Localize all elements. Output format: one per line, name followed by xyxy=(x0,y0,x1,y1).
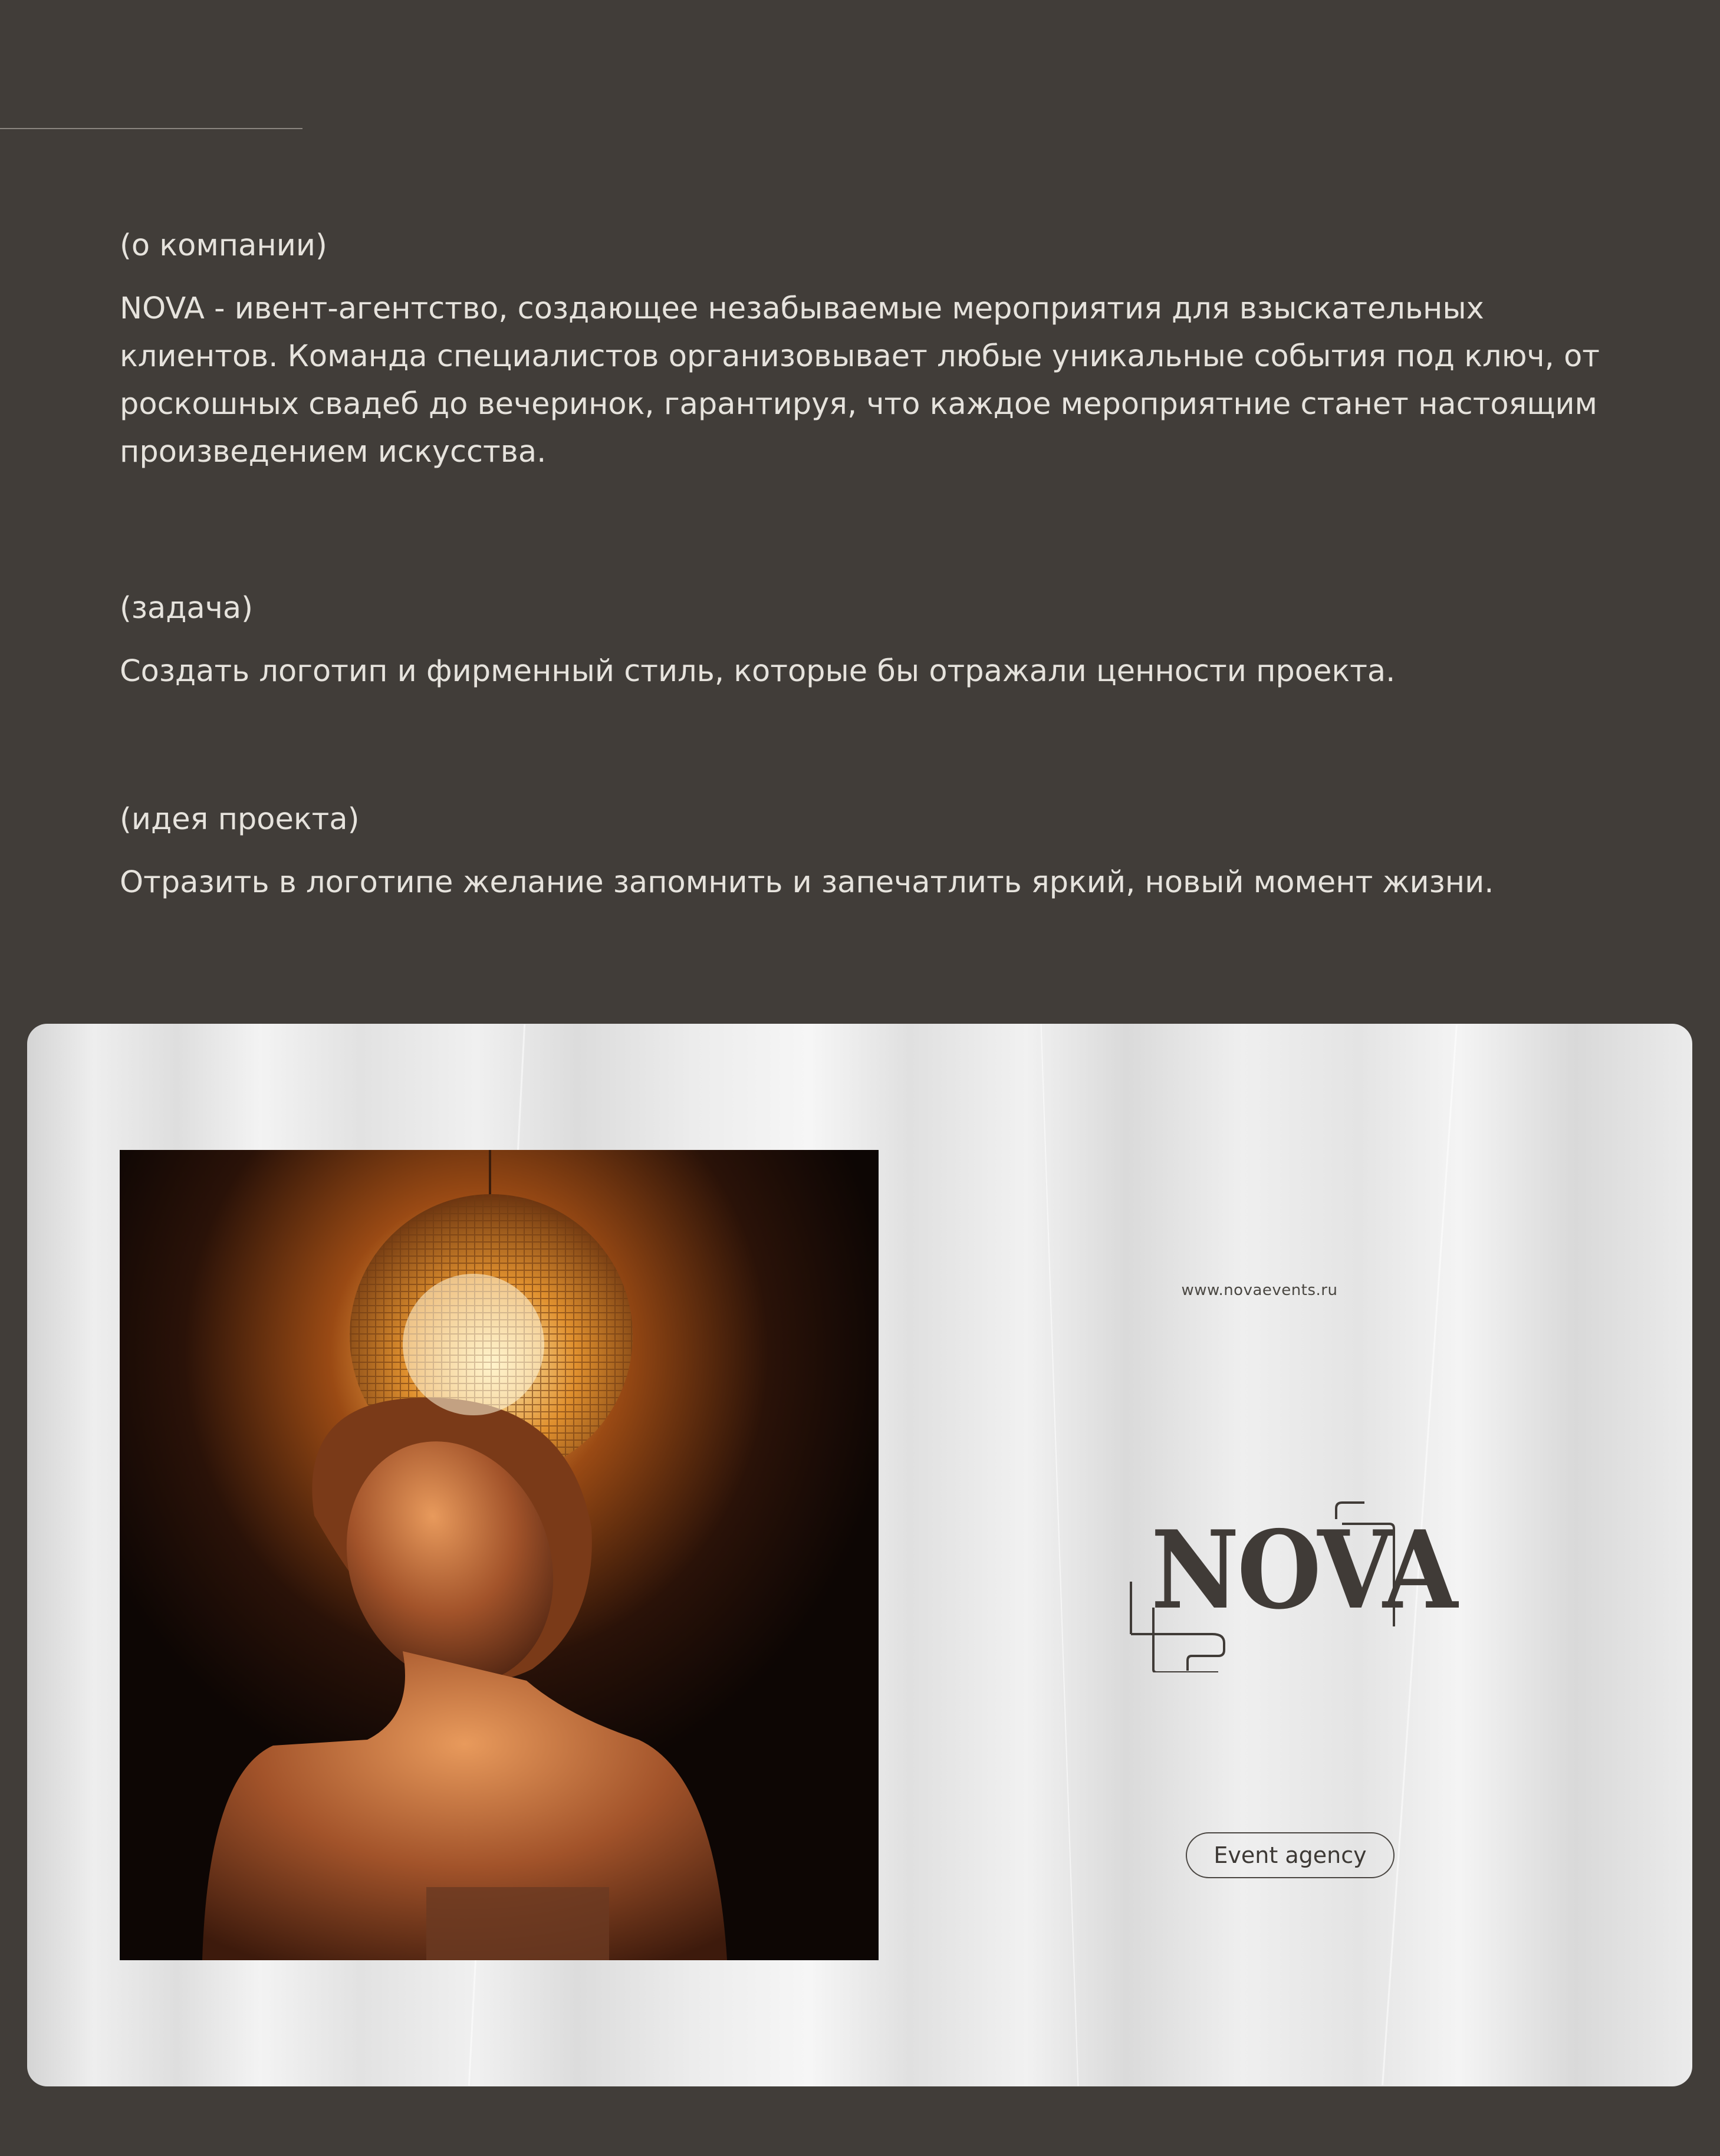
logo-wordmark: NOVA xyxy=(1151,1507,1456,1633)
about-text: NOVA - ивент-агентство, создающее незабываемые мероприятия для взыскательных клиентов. Команда специалистов организовывает любые уникальные события под ключ, от роскошных свадеб до вечеринок, гарантируя, что каждое мероприятние станет настоящим произведением искусства. xyxy=(120,291,1600,469)
nova-logo xyxy=(1124,1472,1501,1672)
website-url: www.novaevents.ru xyxy=(1181,1281,1338,1299)
task-section xyxy=(120,587,1606,695)
tagline-badge: Event agency xyxy=(1186,1832,1395,1878)
top-divider xyxy=(0,128,302,129)
brand-mockup-card xyxy=(27,1024,1692,2086)
fabric-fold xyxy=(1041,1024,1079,2086)
idea-label: (идея проекта) xyxy=(120,802,360,837)
about-label: (о компании) xyxy=(120,228,327,263)
idea-section xyxy=(120,798,1606,906)
idea-text: Отразить в логотипе желание запомнить и запечатлить яркий, новый момент жизни. xyxy=(120,865,1494,900)
about-section xyxy=(120,225,1606,476)
disco-ball-photo xyxy=(120,1150,879,1960)
task-label: (задача) xyxy=(120,591,254,626)
task-text: Создать логотип и фирменный стиль, которые бы отражали ценности проекта. xyxy=(120,654,1396,689)
